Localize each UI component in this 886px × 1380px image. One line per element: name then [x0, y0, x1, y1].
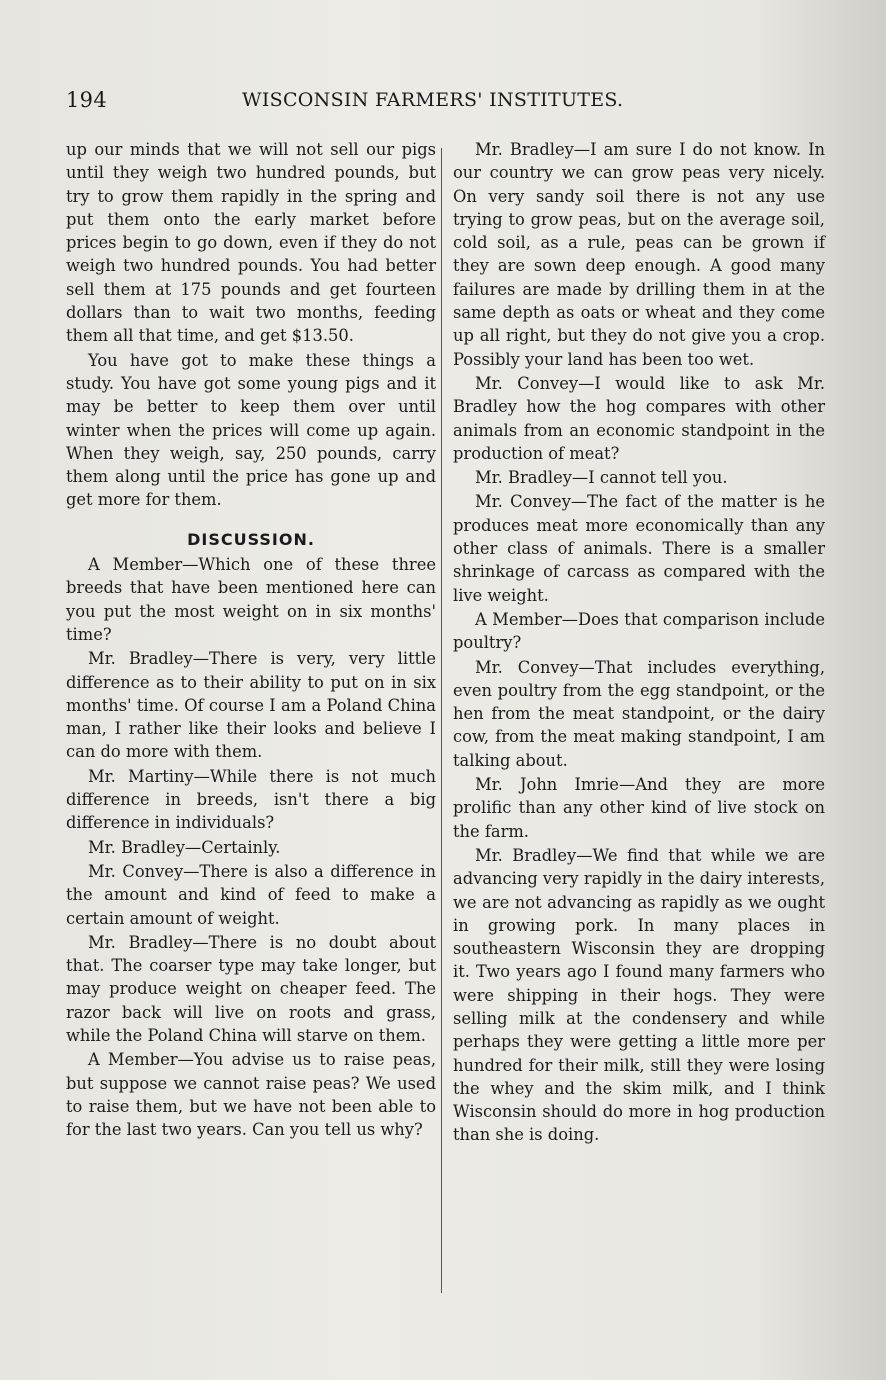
paragraph: Mr. Convey—The fact of the matter is he produces meat more economically than any other class of animals. There is a smaller shrinkage of carcass as compared with the live weight. [453, 492, 825, 605]
paragraph: Mr. Bradley—We find that while we are advancing very rapidly in the dairy interests, we are not advancing as rapidly as we ought in growing pork. In many places in southeastern Wisconsin they are dropping it. Two years ago I found many farmers who were shipping in their hogs. They were selling milk at the condensery and while perhaps they were getting a little more per hundred for their milk, still they were losing the whey and the skim milk, and I think Wisconsin should do more in hog production than she is doing. [453, 845, 825, 1145]
paragraph: Mr. Bradley—There is very, very little difference as to their ability to put on in six months' time. Of course I am a Poland China man, I rather like their looks and believe I can do more with them. [66, 649, 436, 762]
paragraph: Mr. Convey—There is also a difference in the amount and kind of feed to make a certain amount of weight. [66, 861, 436, 928]
paragraph: A Member—Which one of these three breeds that have been mentioned here can you put the most weight on in six months' time? [66, 555, 436, 644]
paragraph: A Member—Does that comparison include poultry? [453, 609, 825, 653]
paragraph: Mr. John Imrie—And they are more prolific than any other kind of live stock on the farm. [453, 775, 825, 841]
paragraph: Mr. Convey—I would like to ask Mr. Bradley how the hog compares with other animals from an economic standpoint in the production of meat? [453, 373, 825, 463]
paragraph: Mr. Bradley—I am sure I do not know. In our country we can grow peas very nicely. On very sandy soil there is not any use trying to grow peas, but on the average soil, cold soil, as a rule, peas can be grown if they are sown deep enough. A good many failures are made by drilling them in at the same depth as oats or wheat and they come up all right, but they do not give you a crop. Possibly your land has been too wet. [453, 140, 825, 369]
section-heading: DISCUSSION. [187, 529, 315, 549]
paragraph: You have got to make these things a study. You have got some young pigs and it may be better to keep them over until winter when the prices will come up again. When they weigh, say, 250 pounds, carry them along until the price has gone up and get more for them. [66, 350, 436, 510]
page-header [66, 88, 646, 116]
running-head: WISCONSIN FARMERS' INSTITUTES. [242, 89, 624, 111]
paragraph: Mr. Bradley—There is no doubt about that. The coarser type may take longer, but may produce weight on cheaper feed. The razor back will live on roots and grass, while the Poland China will starve on them. [66, 932, 436, 1045]
page-number: 194 [66, 88, 107, 112]
paragraph: up our minds that we will not sell our pigs until they weigh two hundred pounds, but try to grow them rapidly in the spring and put them onto the early market before prices begin to go down, even if they do not weigh two hundred pounds. You had better sell them at 175 pounds and get fourteen dollars than to wait two months, feeding them all that time, and get $13.50. [66, 140, 436, 346]
left-column [66, 138, 436, 1142]
right-column [453, 138, 825, 1148]
paragraph: Mr. Bradley—Certainly. [88, 837, 281, 857]
paragraph: Mr. Convey—That includes everything, even poultry from the egg standpoint, or the hen from the meat standpoint, or the dairy cow, from the meat making standpoint, I am talking about. [453, 657, 825, 770]
paragraph: Mr. Bradley—I cannot tell you. [475, 468, 728, 488]
column-divider [441, 148, 442, 1293]
paragraph: A Member—You advise us to raise peas, but suppose we cannot raise peas? We used to raise them, but we have not been able to for the last two years. Can you tell us why? [66, 1050, 436, 1140]
paragraph: Mr. Martiny—While there is not much difference in breeds, isn't there a big difference in individuals? [66, 766, 436, 833]
